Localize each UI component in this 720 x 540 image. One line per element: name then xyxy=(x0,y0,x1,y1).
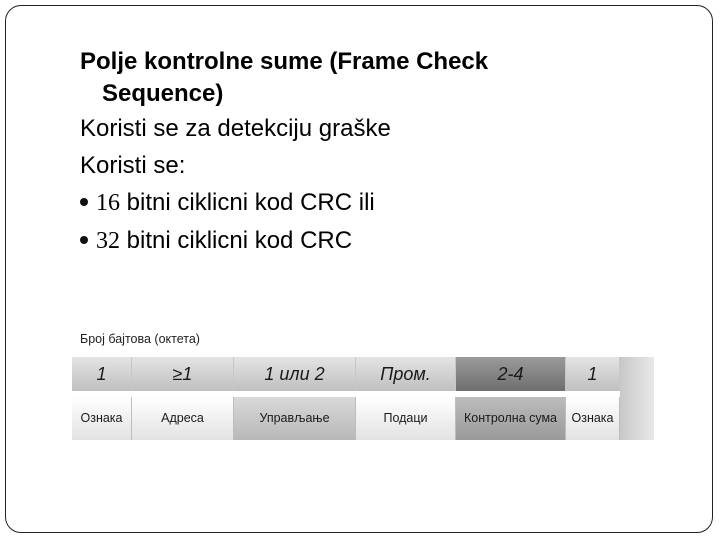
segment-byte-count: ≥1 xyxy=(132,357,234,391)
strip-end-face xyxy=(620,357,654,440)
bullet-dot-icon xyxy=(80,236,88,244)
body-line-1: Koristi se za detekciju graške xyxy=(80,115,391,142)
slide-text xyxy=(80,46,680,260)
bullet-text: bitni ciklicni kod CRC xyxy=(120,227,353,254)
bullet-item xyxy=(80,222,680,260)
diagram-caption: Број бајтова (октета) xyxy=(80,332,200,346)
bullet-dot-icon xyxy=(80,198,88,206)
segment-field-name: Адреса xyxy=(132,397,234,440)
frame-segment-checksum xyxy=(456,357,566,440)
frame-segment-data xyxy=(356,357,456,440)
segment-field-name: Управљање xyxy=(234,397,356,440)
segment-field-name: Контролна сума xyxy=(456,397,566,440)
segment-byte-count: 1 или 2 xyxy=(234,357,356,391)
heading-line-1: Polje kontrolne sume (Frame Check xyxy=(80,48,489,75)
segment-byte-count: 1 xyxy=(566,357,620,391)
segment-field-name: Ознака xyxy=(72,397,132,440)
frame-field-strip xyxy=(72,357,654,440)
segment-field-name: Подаци xyxy=(356,397,456,440)
frame-structure-diagram xyxy=(72,324,654,442)
bullet-item xyxy=(80,184,680,222)
bullet-number: 32 xyxy=(96,228,120,254)
heading-line-2: Sequence) xyxy=(102,80,224,107)
segment-byte-count: Пром. xyxy=(356,357,456,391)
segment-byte-count: 2-4 xyxy=(456,357,566,391)
frame-segment-flag-start xyxy=(72,357,132,440)
frame-segment-control xyxy=(234,357,356,440)
segment-byte-count: 1 xyxy=(72,357,132,391)
body-line-2: Koristi se: xyxy=(80,152,186,179)
frame-segment-address xyxy=(132,357,234,440)
frame-segment-flag-end xyxy=(566,357,620,440)
bullet-text: bitni ciklicni kod CRC ili xyxy=(120,189,375,216)
bullet-number: 16 xyxy=(96,190,120,216)
slide-heading xyxy=(80,46,680,110)
segment-field-name: Ознака xyxy=(566,397,620,440)
